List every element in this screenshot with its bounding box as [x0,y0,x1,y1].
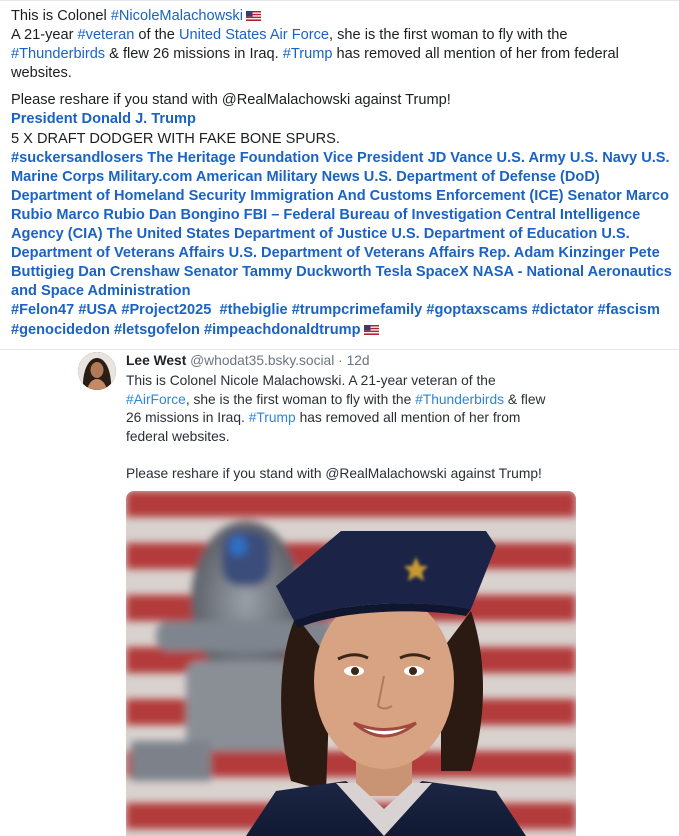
post-line-4: websites. [11,65,72,82]
link-president-trump[interactable]: President Donald J. Trump [11,111,196,128]
reshare-line: Please reshare if you stand with @RealMalachowski against Trump! [11,92,451,109]
post-line-3: #Thunderbirds & flew 26 missions in Iraq. #Trump has removed all mention of her from federal [11,46,619,63]
author-name[interactable]: Lee West [126,353,187,368]
post-photo[interactable] [126,491,576,836]
us-flag-icon [364,325,379,335]
facebook-post-text [11,7,673,340]
top-border [0,0,679,1]
separator [0,349,679,350]
hashtag-usa[interactable]: #USA [78,302,118,319]
avatar[interactable] [78,352,116,390]
hashtag-trumpcrimefamily[interactable]: #trumpcrimefamily [291,302,423,319]
us-flag-icon [246,11,261,21]
hashtag-trump[interactable]: #Trump [282,46,333,63]
hashtag-impeachdonaldtrump[interactable]: #impeachdonaldtrump [204,321,361,338]
hashtag-trump-bsky[interactable]: #Trump [248,410,296,425]
post-line-1: This is Colonel #NicoleMalachowski [11,7,673,26]
bsky-header: Lee West @whodat35.bsky.social · 12d [126,353,370,368]
hashtag-dictator[interactable]: #dictator [531,302,594,319]
hashtag-thebiglie[interactable]: #thebiglie [219,302,288,319]
hashtag-nicolemalachowski[interactable]: #NicoleMalachowski [110,8,243,24]
hashtag-veteran[interactable]: #veteran [77,27,135,44]
author-handle[interactable]: @whodat35.bsky.social [190,353,335,368]
draft-line: 5 X DRAFT DODGER WITH FAKE BONE SPURS. [11,130,340,147]
hashtag-genocidedon[interactable]: #genocidedon [11,321,110,338]
avatar-image [78,352,116,390]
hashtag-airforce[interactable]: #AirForce [126,391,186,407]
hashtag-line [11,301,673,339]
hashtag-thunderbirds-bsky[interactable]: #Thunderbirds [415,391,505,407]
link-us-air-force[interactable]: United States Air Force [178,27,330,44]
post-age: 12d [346,353,370,368]
bsky-post-text: This is Colonel Nicole Malachowski. A 21-year veteran of the #AirForce, she is the first woman to fly with the #Thunderbirds & flew 26 missions in Iraq. #Trump has removed all mention of her from federal websites. Please reshare if you stand with @RealMalachowski against Trump! [126,372,606,483]
officer-portrait-image [126,491,576,836]
hashtag-project2025[interactable]: #Project2025 [121,302,212,319]
hashtag-letsgofelon[interactable]: #letsgofelon [113,321,200,338]
tag-paragraph[interactable]: #suckersandlosers The Heritage Foundation Vice President JD Vance U.S. Army U.S. Navy U.S. Marine Corps Military.com American Military News U.S. Department of Defense (DoD) Department of Homeland Security Immigration And Customs Enforcement (ICE) Senator Marco Rubio Marco Rubio Dan Bongino FBI – Federal Bureau of Investigation Central Intelligence Agency (CIA) The United States Department of Justice U.S. Department of Education U.S. Department of Veterans Affairs U.S. Department of Veterans Affairs Rep. Adam Kinzinger Pete Buttigieg Dan Crenshaw Senator Tammy Duckworth Tesla SpaceX NASA - National Aeronautics and Space Administration [11,149,672,300]
bsky-reshare: Please reshare if you stand with @RealMalachowski against Trump! [126,465,542,481]
hashtag-thunderbirds[interactable]: #Thunderbirds [11,46,106,63]
post-line-2: A 21-year #veteran of the United States Air Force, she is the first woman to fly with the [11,27,568,44]
hashtag-felon47[interactable]: #Felon47 [11,302,75,319]
hashtag-goptaxscams[interactable]: #goptaxscams [426,302,528,319]
hashtag-fascism[interactable]: #fascism [597,302,660,319]
